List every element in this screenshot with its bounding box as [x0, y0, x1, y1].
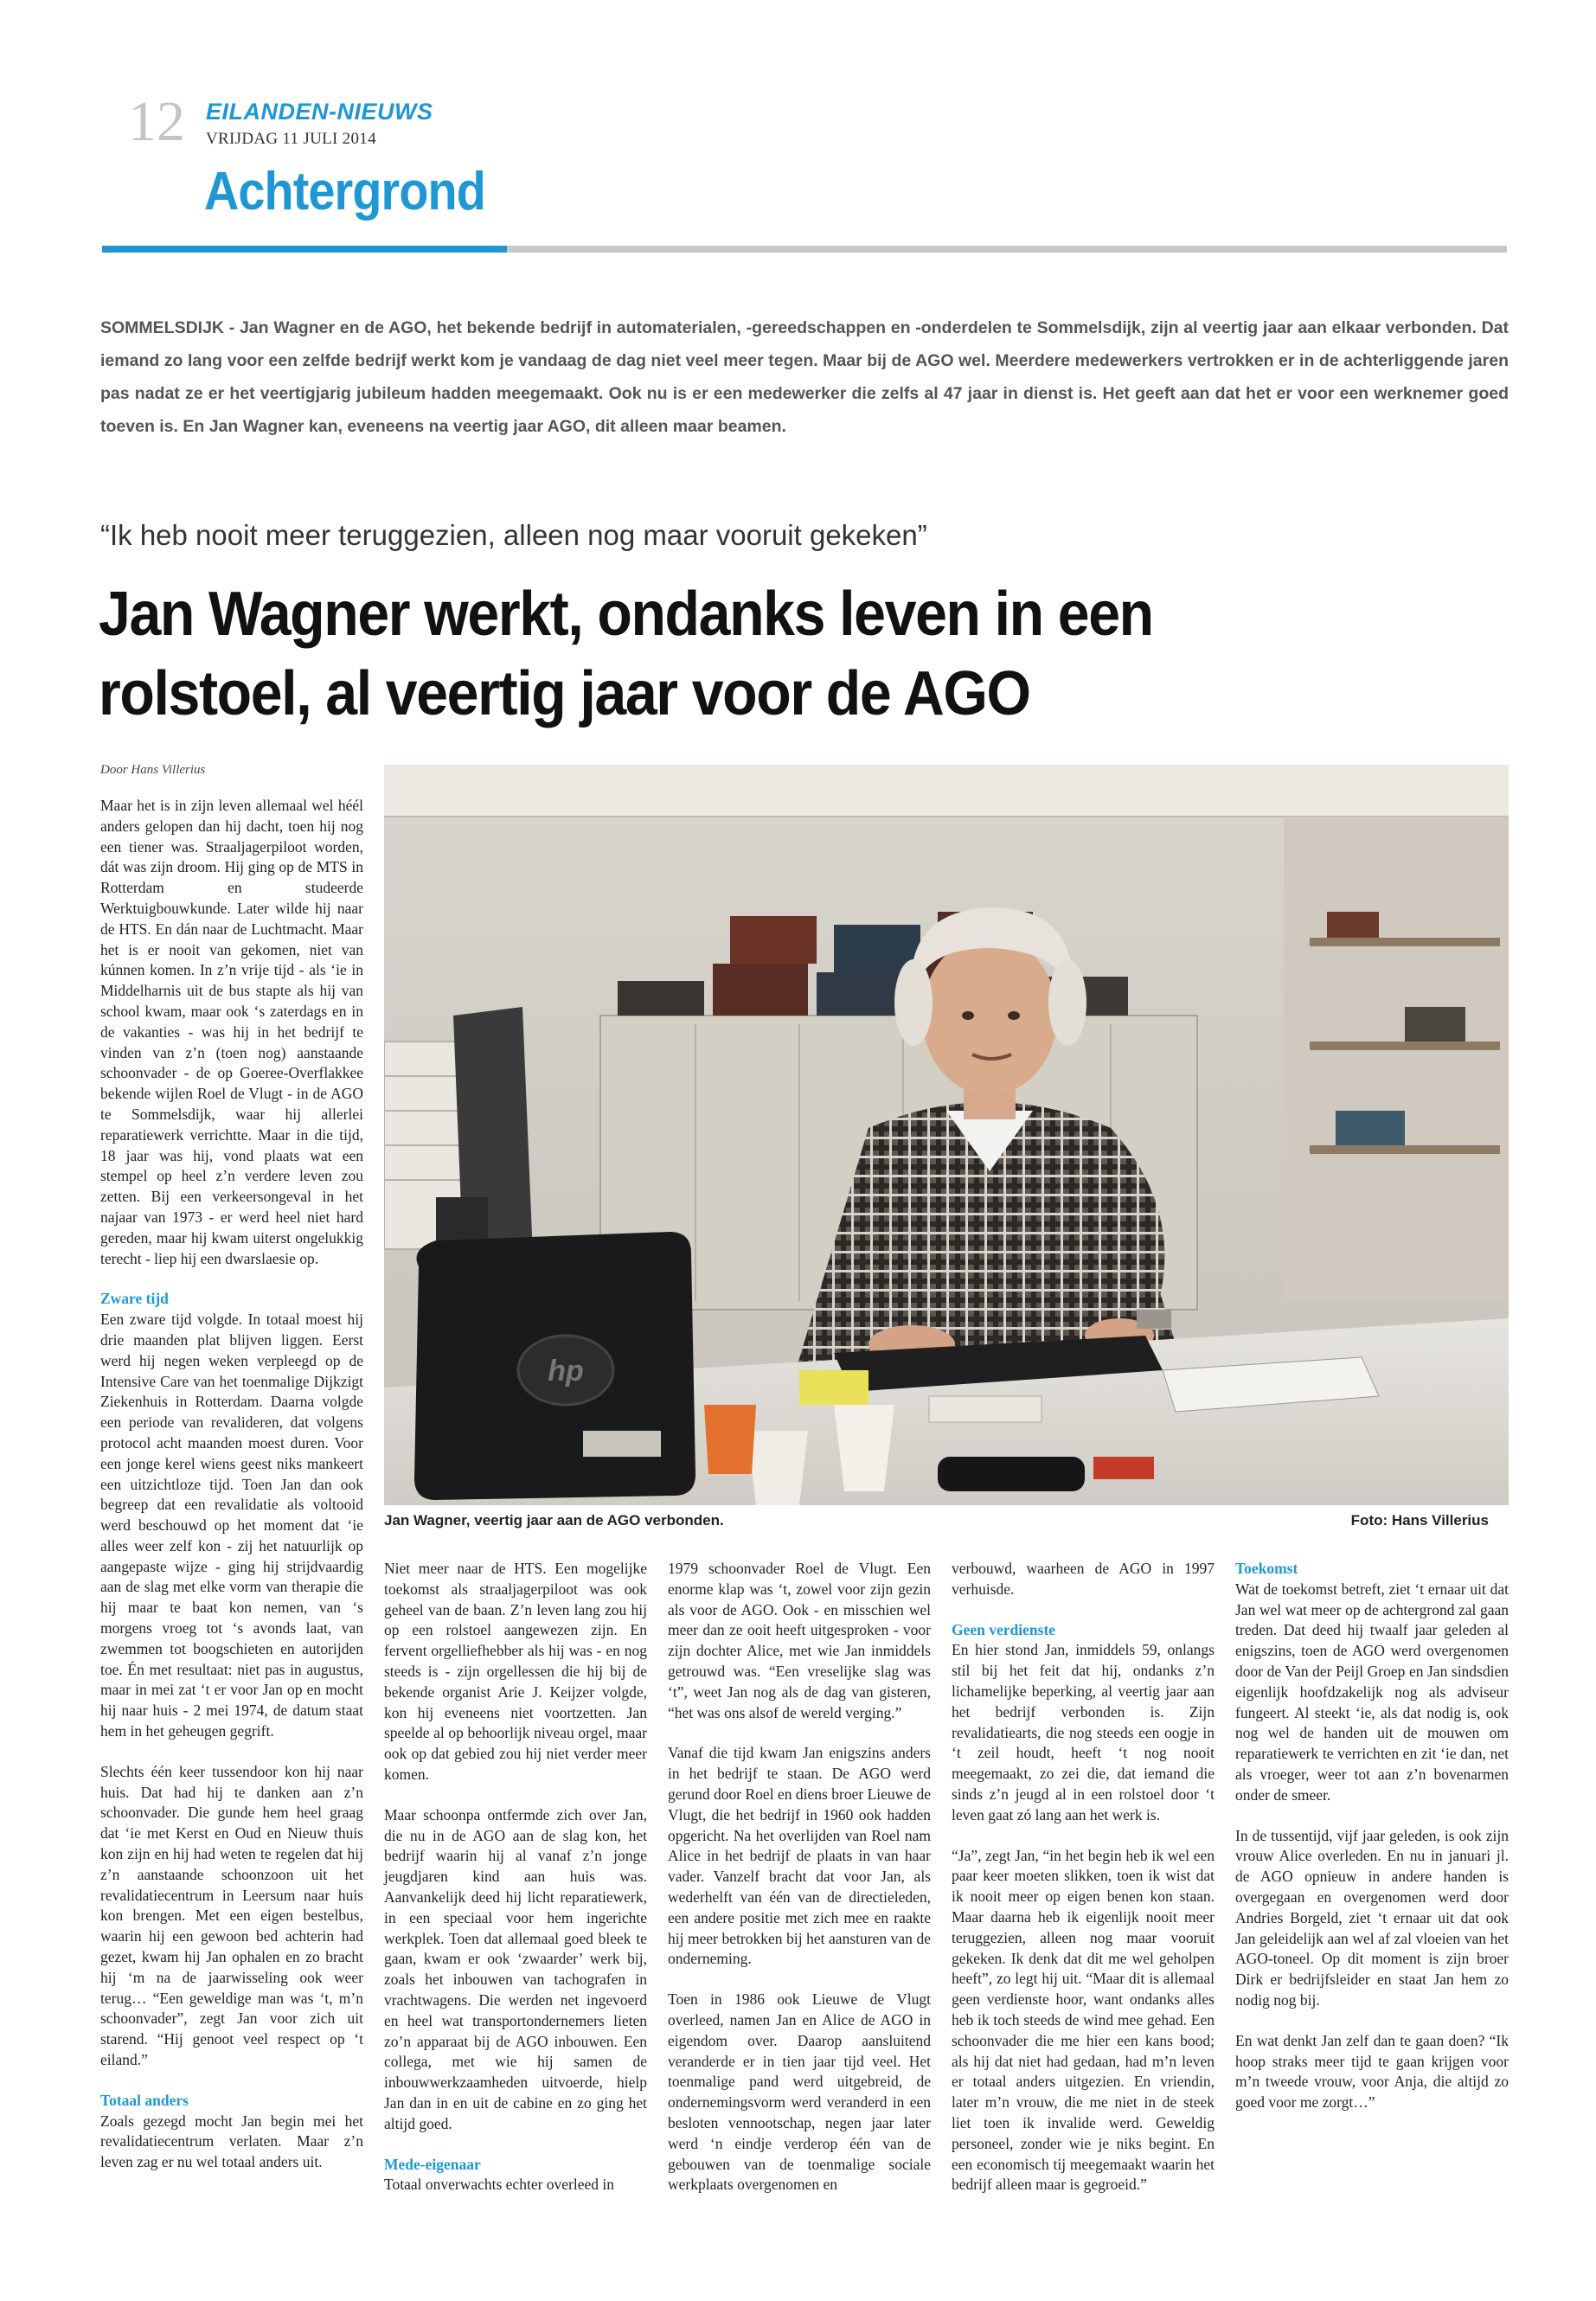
- paragraph: En wat denkt Jan zelf dan te gaan doen? “Ik hoop straks meer tijd te gaan krijgen voor m’n tweede vrouw, voor Anja, die altijd zo goed voor me zorgt…”: [1235, 2031, 1509, 2112]
- photo-caption: Jan Wagner, veertig jaar aan de AGO verbonden.: [384, 1512, 724, 1529]
- headline: [99, 574, 1420, 734]
- masthead-logo: EILANDEN-NIEUWS: [206, 99, 433, 125]
- subheading-mede-eigenaar: Mede-eigenaar: [384, 2155, 481, 2173]
- article-column-1: [100, 796, 363, 2193]
- subheading-zware-tijd: Zware tijd: [100, 1290, 169, 1308]
- page-number: 12: [128, 90, 185, 153]
- issue-date: VRIJDAG 11 JULI 2014: [206, 130, 376, 148]
- subheading-geen-verdienste: Geen verdienste: [952, 1620, 1056, 1638]
- paragraph: Zoals gezegd mocht Jan begin mei het revalidatiecentrum verlaten. Maar z’n leven zag er nu wel totaal anders uit.: [100, 2112, 363, 2171]
- paragraph: Toen in 1986 ook Lieuwe de Vlugt overleed, namen Jan en Alice de AGO in eigendom over. Daarop aansluitend veranderde er in tien jaar tijd veel. Het toenmalige pand werd uitgebreid, de ondernemingsvorm werd veranderd in een besloten vennootschap, negen jaar later werd ‘n eindje verderop één van de gebouwen van de toenmalige sociale werkplaats overgenomen en: [668, 1990, 931, 2194]
- paragraph: verbouwd, waarheen de AGO in 1997 verhuisde.: [952, 1560, 1215, 1598]
- kicker-quote: “Ik heb nooit meer teruggezien, alleen nog maar vooruit gekeken”: [100, 519, 927, 551]
- paragraph: In de tussentijd, vijf jaar geleden, is ook zijn vrouw Alice overleden. En nu in januari jl. de AGO opnieuw in andere handen is overgegaan en overgenomen werd door Andries Borgeld, ziet ‘t ernaar uit dat ook Jan geleidelijk aan wel af zal vloeien van het AGO-toneel. Op dit moment is zijn broer Dirk er bedrijfsleider en staat Jan hem zo nodig nog bij.: [1235, 1826, 1509, 2009]
- paragraph: Totaal onverwachts echter overleed in: [384, 2176, 615, 2194]
- paragraph: En hier stond Jan, inmiddels 59, onlangs stil bij het feit dat hij, ondanks z’n lichamelijke beperking, al veertig jaar aan het bedrijf verbonden is. Zijn revalidatiearts, die nog steeds een oogje in ‘t zeil houdt, heeft ‘t nog nooit meegemaakt, zo zei die, dat iemand die sinds z’n jeugd al in een rolstoel door ‘t leven gaat zó lang aan het werk is.: [952, 1641, 1215, 1823]
- paragraph: 1979 schoonvader Roel de Vlugt. Een enorme klap was ‘t, zowel voor zijn gezin als voor de AGO. Ook - en misschien wel meer dan ze ooit heeft uitgesproken - voor zijn dochter Alice, met wie Jan inmiddels getrouwd was. “Een vreselijke slag was ‘t”, weet Jan nog als de dag van gisteren, “het was ons alsof de wereld verging.”: [668, 1560, 931, 1721]
- intro-paragraph: SOMMELSDIJK - Jan Wagner en de AGO, het bekende bedrijf in automaterialen, -gereedschappen en -onderdelen te Sommelsdijk, zijn al veertig jaar aan elkaar verbonden. Dat iemand zo lang voor een zelfde bedrijf werkt kom je vandaag de dag niet veel meer tegen. Maar bij de AGO wel. Meerdere medewerkers vertrokken er in de achterliggende jaren pas nadat ze er het veertigjarig jubileum hadden meegemaakt. Ook nu is er een medewerker die zelfs al 47 jaar in dienst is. Het geeft aan dat het er voor een werknemer goed toeven is. En Jan Wagner kan, eveneens na veertig jaar AGO, dit alleen maar beamen.: [100, 318, 1509, 436]
- article-column-3: [668, 1559, 931, 2215]
- byline: Door Hans Villerius: [100, 763, 206, 777]
- section-rule-accent: [102, 246, 507, 253]
- article-column-5: [1235, 1559, 1509, 2133]
- subheading-totaal-anders: Totaal anders: [100, 2091, 189, 2109]
- paragraph: Niet meer naar de HTS. Een mogelijke toekomst als straaljagerpiloot was ook geheel van de baan. Z’n leven lang zou hij op een rolstoel aangewezen zijn. En fervent orgelliefhebber als hij was - en nog steeds is - zijn orgellessen die hij bij de bekende organist Arie J. Keijzer volgde, kon hij eveneens niet voortzetten. Jan speelde al op behoorlijk niveau orgel, maar ook op dat gebied zou hij niet verder meer komen.: [384, 1560, 647, 1783]
- section-title: Achtergrond: [204, 162, 485, 221]
- paragraph: Een zware tijd volgde. In totaal moest hij drie maanden plat blijven liggen. Eerst werd hij negen weken verpleegd op de Intensive Care van het toenmalige Dijkzigt Ziekenhuis in Rotterdam. Daarna volgde een periode van revalideren, dat volgens protocol acht maanden moest duren. Voor een jonge kerel wiens geest niks mankeert een uitzichtloze tijd. Toen Jan dan ook begreep dat een revalidatie als voltooid werd beschouwd op het moment dat ‘ie alles weer zelf kon - zij het natuurlijk op aangepaste wijze - ging hij strijdvaardig aan de slag met elke vorm van therapie die hij maar te baat kon nemen, van ‘s morgens vroeg tot ‘s avonds laat, van zwemmen tot boogschieten en autorijden toe. Én met resultaat: niet pas in augustus, maar in mei zat ‘t er voor Jan op en mocht hij naar huis - 2 mei 1974, de datum staat hem in het geheugen gegrift.: [100, 1311, 363, 1740]
- computer-logo: hp: [548, 1355, 584, 1388]
- paragraph: Maar schoonpa ontfermde zich over Jan, die nu in de AGO aan de slag kon, het bedrijf waarin hij al vanaf z’n jonge jeugdjaren kind aan huis was. Aanvankelijk deed hij licht reparatiewerk, in een speciaal voor hem ingerichte werkplek. Toen dat allemaal goed bleek te gaan, kwam er ook ‘zwaarder’ werk bij, zoals het inbouwen van tachografen in vrachtwagens. Die werden net ingevoerd en heel wat transportondernemers lieten zo’n apparaat bij de AGO inbouwen. Een collega, met wie hij samen de inbouwwerkzaamheden uitvoerde, hielp Jan dan in en uit de cabine en zo ging het altijd goed.: [384, 1805, 647, 2132]
- article-column-2: [384, 1559, 647, 2215]
- paragraph: Maar het is in zijn leven allemaal wel héél anders gelopen dan hij dacht, toen hij nog een tiener was. Straaljagerpiloot worden, dát was zijn droom. Hij ging op de MTS in Rotterdam en studeerde Werktuigbouwkunde. Later wilde hij naar de HTS. En dán naar de Luchtmacht. Maar het is er nooit van gekomen, niet van kúnnen komen. In z’n vrije tijd - als ‘ie in Middelharnis uit de bus stapte als hij van school kwam, maar ook ‘s zaterdags en in de vakanties - was hij in het bedrijf te vinden van z’n (toen nog) aanstaande schoonvader - de op Goeree-Overflakkee bekende wijlen Roel de Vlugt - in de AGO te Sommelsdijk, waar hij allerlei reparatiewerk verrichtte. Maar in die tijd, 18 jaar was hij, vond plaats wat een stempel op heel z’n verdere leven zou zetten. Bij een verkeersongeval in het najaar van 1973 - er werd heel niet hard gereden, maar hij kwam uiterst ongelukkig terecht - liep hij een dwarslaesie op.: [100, 797, 363, 1267]
- paragraph: Wat de toekomst betreft, ziet ‘t ernaar uit dat Jan wel wat meer op de achtergrond zal gaan treden. Dat deed hij twaalf jaar geleden al enigszins, toen de AGO werd overgenomen door de Van der Peijl Groep en Jan sindsdien eigenlijk hoofdzakelijk nog als adviseur fungeert. Al steekt ‘ie, als dat nodig is, ook nog wel de handen uit de mouwen om reparatiewerk te verrichten en zit ‘ie dan, net als vroeger, weer tot aan z’n bovenarmen onder de smeer.: [1235, 1580, 1509, 1804]
- article-column-4: [952, 1559, 1215, 2215]
- photo-credit: Foto: Hans Villerius: [1350, 1512, 1489, 1529]
- paragraph: Vanaf die tijd kwam Jan enigszins anders in het bedrijf te staan. De AGO werd gerund door Roel en diens broer Lieuwe de Vlugt, die het bedrijf in 1960 ook hadden opgericht. Na het overlijden van Roel nam Alice in het bedrijf de plaats in van haar vader. Vanzelf bracht dat voor Jan, als wederhelft van één van de directieleden, een andere positie met zich mee en raakte hij meer betrokken bij het aansturen van de onderneming.: [668, 1744, 931, 1968]
- subheading-toekomst: Toekomst: [1235, 1560, 1298, 1577]
- paragraph: Slechts één keer tussendoor kon hij naar huis. Dat had hij te danken aan z’n schoonvader. Die gunde hem heel graag dat ‘ie met Kerst en Oud en Nieuw thuis kon zijn en hij had weten te regelen dat hij z’n aanstaande schoonzoon uit het revalidatiecentrum in Leersum naar huis kon brengen. Met een eigen bestelbus, waarin hij een gewoon bed achterin had gezet, kwam hij Jan ophalen en zo bracht hij ‘m na de jaarwisseling ook weer terug… “Een geweldige man was ‘t, m’n schoonvader”, zegt Jan voor zich uit starend. “Hij genoot veel respect op ‘t eiland.”: [100, 1762, 363, 2069]
- headline-line-1: Jan Wagner werkt, ondanks leven in een: [99, 580, 1153, 649]
- paragraph: “Ja”, zegt Jan, “in het begin heb ik wel een paar keer moeten slikken, toen ik wist dat ik nooit meer op eigen benen kon staan. Maar daarna heb ik eigenlijk nooit meer teruggezien, alleen nog maar vooruit gekeken. Ik denk dat dit me wel geholpen heeft”, zo legt hij uit. “Maar dit is allemaal geen verdienste hoor, want ondanks alles heb ik toch steeds de wind mee gehad. Een schoonvader die me hier een kans bood; als hij dat niet had gedaan, had m’n leven er totaal anders uitgezien. En vriendin, later m’n vrouw, die me niet in de steek liet toen ik invalide werd. Geweldig personeel, zonder wie je niks begint. En een economisch tij meegemaakt waarin het bedrijf alleen maar is gegroeid.”: [952, 1846, 1215, 2194]
- headline-line-2: rolstoel, al veertig jaar voor de AGO: [99, 659, 1030, 728]
- article-photo: [384, 765, 1509, 1505]
